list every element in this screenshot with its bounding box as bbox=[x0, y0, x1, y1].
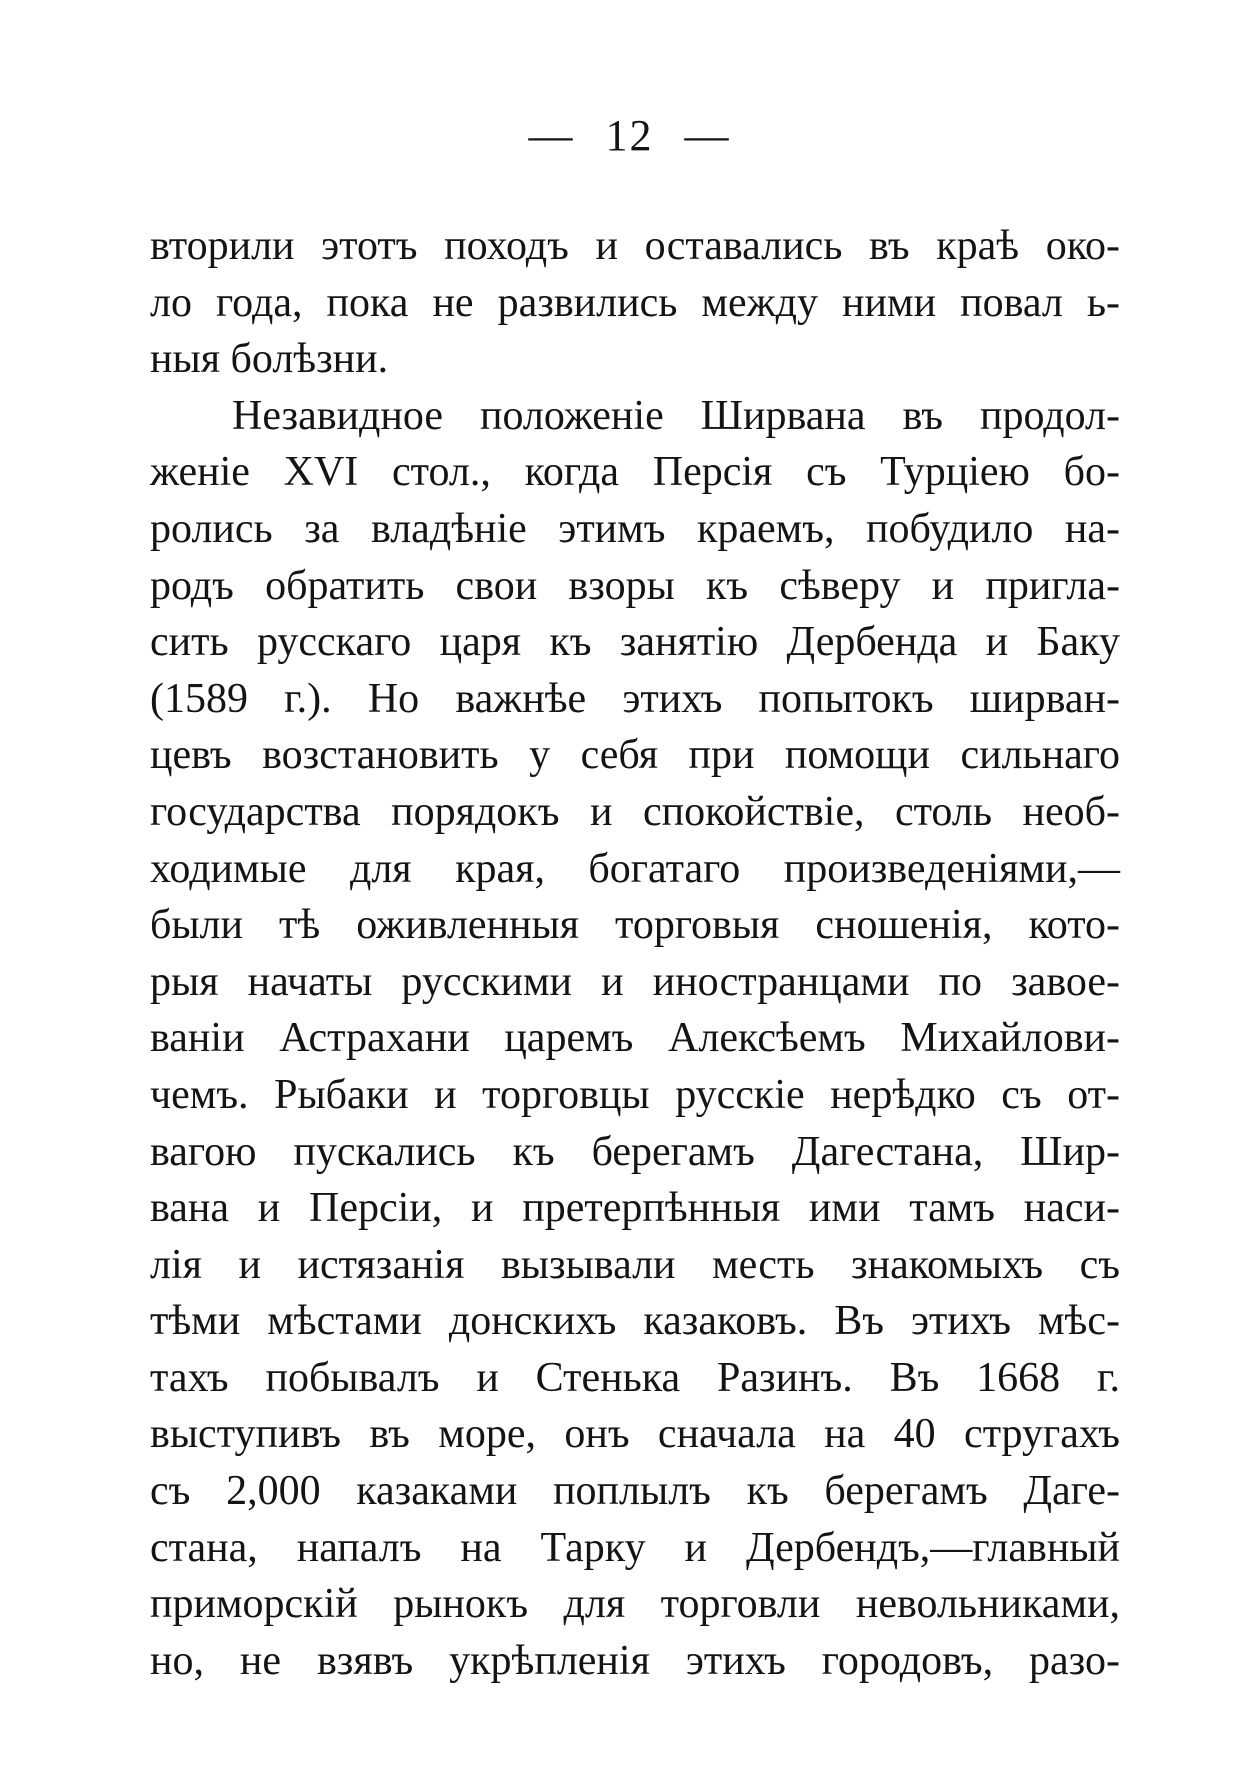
text-line: съ 2,000 казаками поплылъ къ берегамъ Даге- bbox=[150, 1468, 1120, 1515]
text-line: тѣми мѣстами донскихъ казаковъ. Въ этихъ мѣс- bbox=[150, 1298, 1120, 1345]
text-line: вагою пускались къ берегамъ Дагестана, Шир- bbox=[150, 1128, 1120, 1175]
text-line: ныя болѣзни. bbox=[150, 336, 389, 383]
text-line: ваніи Астрахани царемъ Алексѣемъ Михайлови- bbox=[150, 1015, 1120, 1062]
body-text bbox=[150, 218, 1120, 1689]
text-line: выступивъ въ море, онъ сначала на 40 стругахъ bbox=[150, 1411, 1120, 1458]
text-line: сить русскаго царя къ занятію Дербенда и Баку bbox=[150, 619, 1120, 666]
page-number-header bbox=[0, 108, 1259, 164]
text-line: женіе XVI стол., когда Персія съ Турціею бо- bbox=[150, 449, 1120, 496]
page-number-dash-left: — bbox=[528, 111, 575, 160]
text-line: чемъ. Рыбаки и торговцы русскіе нерѣдко съ от- bbox=[150, 1071, 1120, 1118]
text-line: стана, напалъ на Тарку и Дербендъ,—главный bbox=[150, 1524, 1120, 1571]
text-line: (1589 г.). Но важнѣе этихъ попытокъ ширван- bbox=[150, 675, 1120, 722]
text-line: вторили этотъ походъ и оставались въ краѣ око- bbox=[150, 223, 1120, 269]
text-line: цевъ возстановить у себя при помощи сильнаго bbox=[150, 732, 1120, 779]
text-line: родъ обратить свои взоры къ сѣверу и пригла- bbox=[150, 562, 1120, 609]
text-line: ролись за владѣніе этимъ краемъ, побудило на- bbox=[150, 505, 1120, 552]
text-line: лія и истязанія вызывали месть знакомыхъ съ bbox=[150, 1241, 1120, 1288]
page-number: 12 bbox=[605, 111, 654, 160]
page-number-dash-right: — bbox=[684, 111, 731, 160]
text-line: рыя начаты русскими и иностранцами по завое- bbox=[150, 958, 1120, 1005]
text-line: тахъ побывалъ и Стенька Разинъ. Въ 1668 г. bbox=[150, 1354, 1120, 1401]
text-line: государства порядокъ и спокойствіе, столь необ- bbox=[150, 788, 1120, 835]
text-line: но, не взявъ укрѣпленія этихъ городовъ, разо- bbox=[150, 1637, 1120, 1684]
text-line: ло года, пока не развились между ними повал ь- bbox=[150, 279, 1120, 326]
text-line: ходимые для края, богатаго произведеніями,— bbox=[150, 845, 1120, 892]
text-line: приморскій рынокъ для торговли невольниками, bbox=[150, 1581, 1120, 1628]
text-line: вана и Персіи, и претерпѣнныя ими тамъ наси- bbox=[150, 1185, 1120, 1232]
text-line: были тѣ оживленныя торговыя сношенія, кото- bbox=[150, 902, 1120, 949]
paragraph-start-line: Незавидное положеніе Ширвана въ продол- bbox=[232, 392, 1120, 439]
